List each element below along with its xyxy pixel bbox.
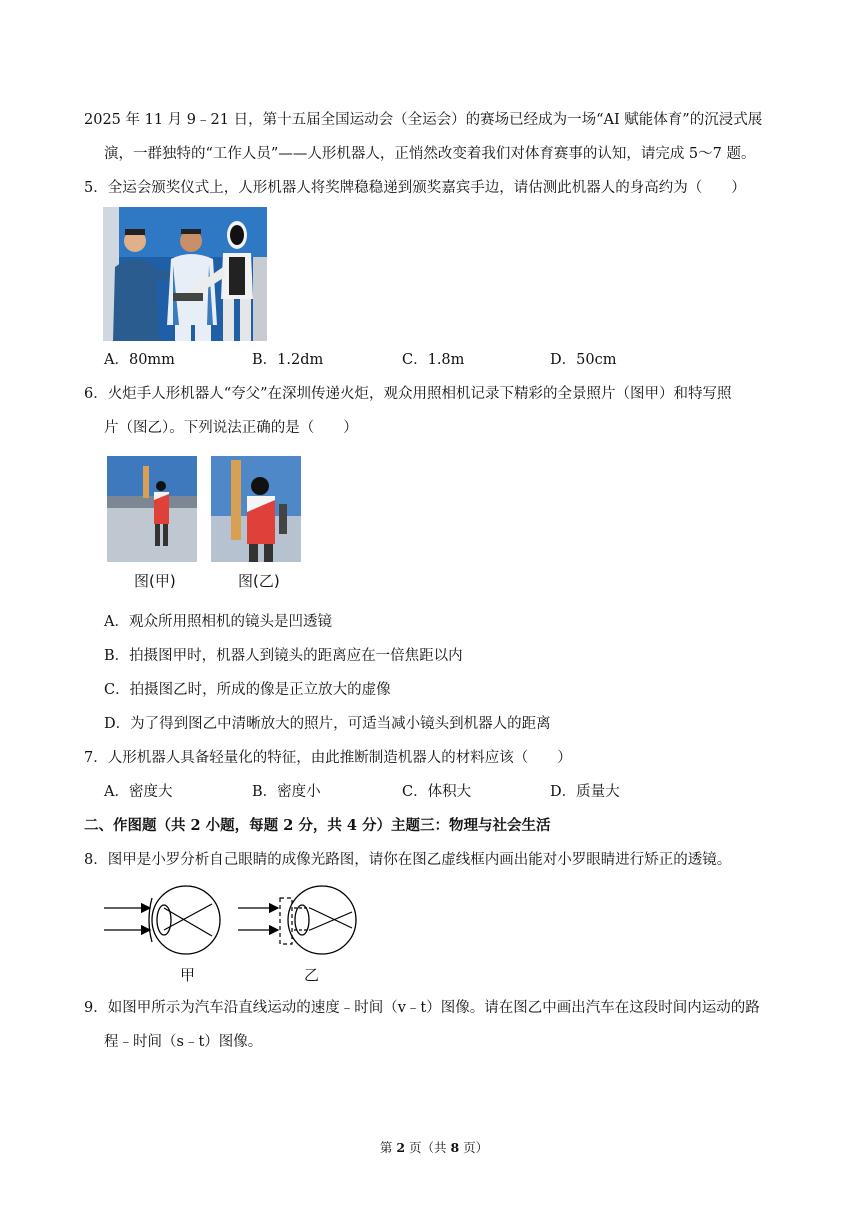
q6-option-d: D．为了得到图乙中清晰放大的照片，可适当减小镜头到机器人的距离 bbox=[104, 716, 551, 732]
label-figure-yi: 乙 bbox=[304, 966, 320, 984]
q7-stem: 7．人形机器人具备轻量化的特征，由此推断制造机器人的材料应该（ ） bbox=[84, 750, 572, 766]
q5-option-b: B．1.2dm bbox=[252, 352, 324, 368]
caption-figure-yi: 图(乙) bbox=[238, 572, 280, 590]
eye-diagram-jia bbox=[104, 886, 220, 954]
footer-prefix: 第 bbox=[379, 1140, 397, 1155]
q6-option-b: B．拍摄图甲时，机器人到镜头的距离应在一倍焦距以内 bbox=[104, 648, 463, 664]
q5-option-d: D．50cm bbox=[550, 352, 617, 368]
q6-option-c: C．拍摄图乙时，所成的像是正立放大的虚像 bbox=[104, 682, 391, 698]
q5-option-a: A．80mm bbox=[104, 352, 175, 368]
eye-diagrams bbox=[100, 884, 360, 980]
section-2-title: 二、作图题（共 2 小题，每题 2 分，共 4 分）主题三：物理与社会生活 bbox=[84, 817, 551, 834]
award-ceremony-photo bbox=[103, 207, 267, 341]
intro-line-1: 2025 年 11 月 9﹣21 日，第十五届全国运动会（全运会）的赛场已经成为一场“AI 赋能体育”的沉浸式展 bbox=[84, 112, 763, 128]
page-footer bbox=[0, 1138, 868, 1156]
q5-option-c: C．1.8m bbox=[402, 352, 465, 368]
q7-option-b: B．密度小 bbox=[252, 784, 321, 800]
label-figure-jia: 甲 bbox=[180, 966, 196, 984]
footer-middle: 页（共 bbox=[405, 1140, 451, 1155]
caption-figure-jia: 图(甲) bbox=[134, 572, 176, 590]
q6-option-a: A．观众所用照相机的镜头是凹透镜 bbox=[104, 614, 332, 630]
q6-stem-line-1: 6．火炬手人形机器人“夸父”在深圳传递火炬，观众用照相机记录下精彩的全景照片（图甲）和特写照 bbox=[84, 386, 732, 402]
closeup-photo-yi bbox=[211, 456, 301, 562]
q9-stem-line-1: 9．如图甲所示为汽车沿直线运动的速度﹣时间（v﹣t）图像。请在图乙中画出汽车在这段时间内运动的路 bbox=[84, 1000, 760, 1016]
q7-option-a: A．密度大 bbox=[104, 784, 173, 800]
q5-stem: 5．全运会颁奖仪式上，人形机器人将奖牌稳稳递到颁奖嘉宾手边，请估测此机器人的身高约为（ ） bbox=[84, 180, 746, 196]
footer-page-number: 2 bbox=[396, 1140, 406, 1155]
q6-stem-line-2: 片（图乙）。下列说法正确的是（ ） bbox=[104, 420, 358, 436]
q8-stem: 8．图甲是小罗分析自己眼睛的成像光路图，请你在图乙虚线框内画出能对小罗眼睛进行矫正的透镜。 bbox=[84, 852, 732, 868]
panorama-photo-jia bbox=[107, 456, 197, 562]
q7-option-d: D．质量大 bbox=[550, 784, 620, 800]
q9-stem-line-2: 程﹣时间（s﹣t）图像。 bbox=[104, 1034, 263, 1050]
eye-diagram-yi bbox=[238, 886, 356, 954]
footer-suffix: 页） bbox=[459, 1140, 489, 1155]
intro-line-2: 演，一群独特的“工作人员”——人形机器人，正悄然改变着我们对体育赛事的认知，请完成 5～7 题。 bbox=[104, 146, 756, 162]
q7-option-c: C．体积大 bbox=[402, 784, 472, 800]
footer-total-pages: 8 bbox=[450, 1140, 460, 1155]
